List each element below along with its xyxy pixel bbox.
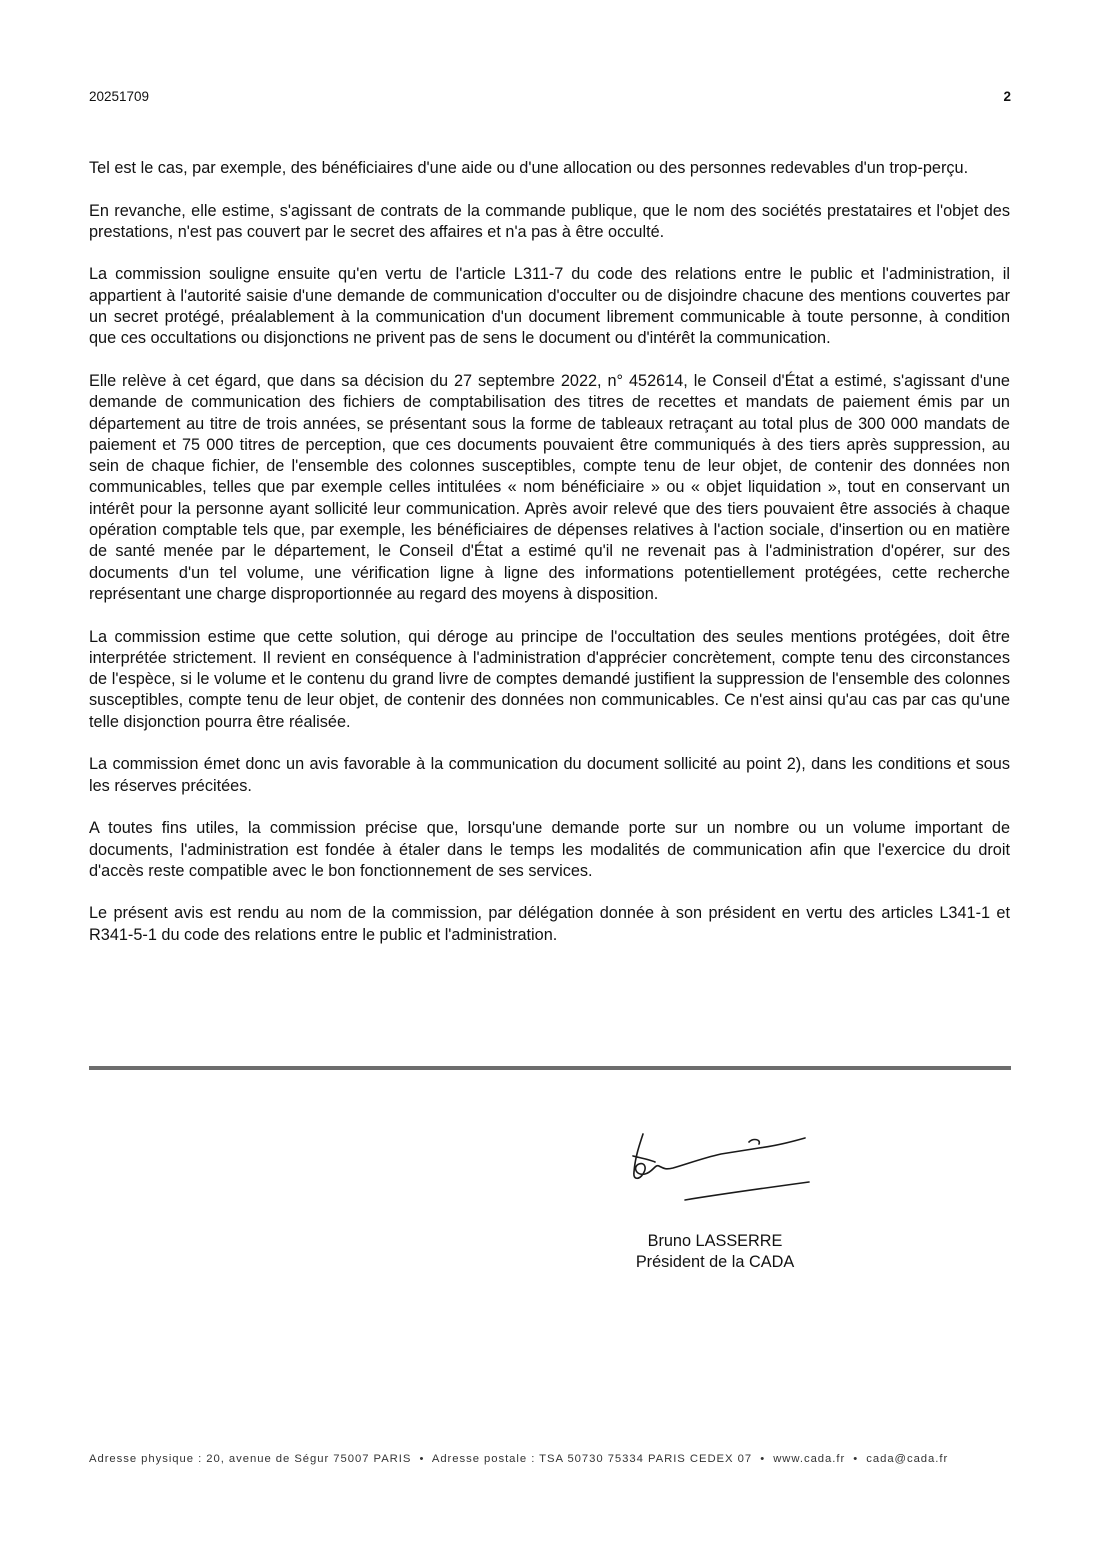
email-link[interactable]: cada@cada.fr bbox=[866, 1453, 949, 1465]
footer bbox=[89, 1453, 1011, 1465]
paragraph: La commission estime que cette solution, qui déroge au principe de l'occultation des seules mentions protégées, doit être interprétée strictement. Il revient en conséquence à l'administration d'apprécier concrètement, compte tenu des circonstances de l'espèce, si le volume et le contenu du grand livre de comptes demandé justifient la suppression de l'ensemble des colonnes susceptibles, compte tenu de leur objet, de contenir des données non communicables. Ce n'est ainsi qu'au cas par cas qu'une telle disjonction pourra être réalisée. bbox=[89, 627, 1010, 731]
document-reference: 20251709 bbox=[89, 89, 150, 104]
signatory-name: Bruno LASSERRE bbox=[647, 1232, 783, 1250]
paragraph: A toutes fins utiles, la commission précise que, lorsqu'une demande porte sur un nombre ou un volume important de documents, l'administration est fondée à étaler dans le temps les modalités de communication afin que l'exercice du droit d'accès reste compatible avec le bon fonctionnement de ses services. bbox=[89, 819, 1010, 880]
paragraph: La commission souligne ensuite qu'en vertu de l'article L311-7 du code des relations entre le public et l'administration, il appartient à l'autorité saisie d'une demande de communication d'occulter ou de disjoindre chacune des mentions couvertes par un secret protégé, préalablement à la communication d'un document librement communicable à toute personne, à condition que ces occultations ou disjonctions ne privent pas de sens le document ou d'intérêt la communication. bbox=[89, 265, 1010, 348]
paragraph: En revanche, elle estime, s'agissant de contrats de la commande publique, que le nom des sociétés prestataires et l'objet des prestations, n'est pas couvert par le secret des affaires et n'a pas à être occulté. bbox=[89, 201, 1010, 241]
signatory-title: Président de la CADA bbox=[635, 1253, 795, 1272]
website-link[interactable]: www.cada.fr bbox=[773, 1453, 846, 1465]
page-number: 2 bbox=[1003, 89, 1011, 104]
postal-address: Adresse postale : TSA 50730 75334 PARIS CEDEX 07 bbox=[431, 1453, 753, 1465]
footer-separator: • bbox=[760, 1453, 766, 1465]
footer-separator: • bbox=[853, 1453, 859, 1465]
signatory-block bbox=[615, 1231, 815, 1274]
footer-separator: • bbox=[419, 1453, 425, 1465]
physical-address: Adresse physique : 20, avenue de Ségur 75007 PARIS bbox=[89, 1453, 412, 1465]
paragraph: La commission émet donc un avis favorable à la communication du document sollicité au point 2), dans les conditions et sous les réserves précitées. bbox=[89, 755, 1010, 795]
paragraph: Le présent avis est rendu au nom de la commission, par délégation donnée à son président en vertu des articles L341-1 et R341-5-1 du code des relations entre le public et l'administration. bbox=[89, 904, 1010, 944]
handwritten-signature bbox=[625, 1128, 815, 1208]
opinion-body bbox=[89, 158, 1010, 967]
paragraph: Tel est le cas, par exemple, des bénéficiaires d'une aide ou d'une allocation ou des personnes redevables d'un trop-perçu. bbox=[89, 159, 969, 177]
paragraph: Elle relève à cet égard, que dans sa décision du 27 septembre 2022, n° 452614, le Conseil d'État a estimé, s'agissant d'une demande de communication des fichiers de comptabilisation des titres de recettes et mandats de paiement émis par un département au titre de trois années, se présentant sous la forme de tableaux retraçant au total plus de 300 000 mandats de paiement et 75 000 titres de perception, que ces documents pouvaient être communiqués à des tiers après suppression, au sein de chaque fichier, de l'ensemble des colonnes susceptibles, compte tenu de leur objet, de contenir des données non communicables, telles que par exemple celles intitulées « nom bénéficiaire » ou « objet liquidation », tout en conservant un intérêt pour la personne ayant sollicité leur communication. Après avoir relevé que des tiers pouvaient être associés à chaque opération comptable tels que, par exemple, les bénéficiaires de dépenses relatives à l'action sociale, d'insertion ou en matière de santé menée par le département, le Conseil d'État a estimé qu'il ne revenait pas à l'administration d'opérer, sur des documents d'un tel volume, une vérification ligne à ligne des informations potentiellement protégées, cette recherche représentant une charge disproportionnée au regard des moyens à disposition. bbox=[89, 371, 1010, 603]
section-divider bbox=[89, 1066, 1011, 1070]
